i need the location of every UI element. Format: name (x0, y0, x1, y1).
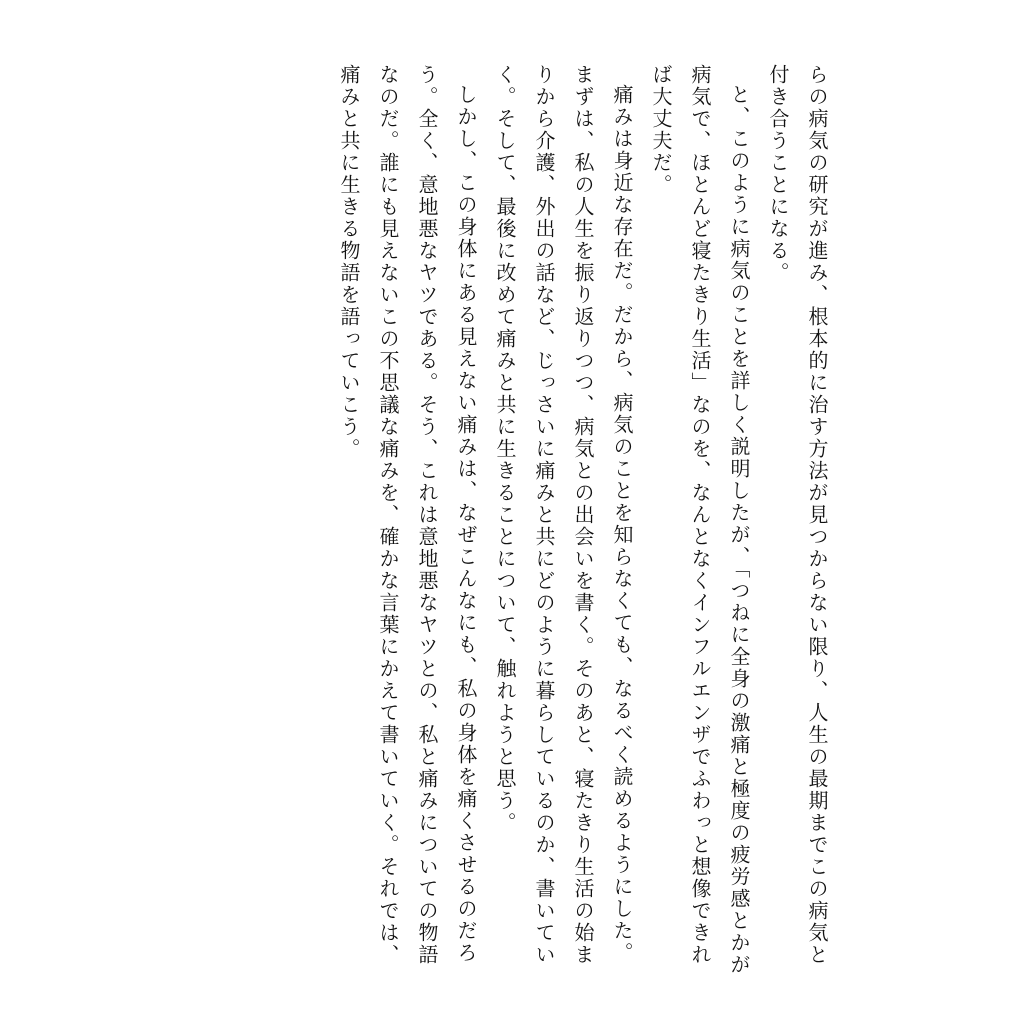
paragraph-4: しかし、この身体にある見えない痛みは、なぜこんなにも、私の身体を痛くさせるのだろう。全く、意地悪なヤツである。そう、これは意地悪なヤツとの、私と痛みについての物語なのだ。誰にも見えないこの不思議な痛みを、確かな言葉にかえて書いていく。それでは、痛みと共に生きる物語を語っていこう。 (337, 64, 478, 966)
body-text (329, 64, 836, 984)
paragraph-2: と、このように病気のことを詳しく説明したが、「つねに全身の激痛と極度の疲労感とかが病気で、ほとんど寝たきり生活」なのを、なんとなくインフルエンザでふわっと想像できれば大丈夫だ。 (649, 64, 751, 976)
paragraph-3: 痛みは身近な存在だ。だから、病気のことを知らなくても、なるべく読めるようにした。まずは、私の人生を振り返りつつ、病気との出会いを書く。そのあと、寝たきり生活の始まりから介護、外出の話など、じっさいに痛みと共にどのように暮らしているのか、書いていく。そして、最後に改めて痛みと共に生きることについて、触れようと思う。 (493, 64, 634, 966)
paragraph-1: らの病気の研究が進み、根本的に治す方法が見つからない限り、人生の最期までこの病気と付き合うことになる。 (766, 64, 829, 966)
